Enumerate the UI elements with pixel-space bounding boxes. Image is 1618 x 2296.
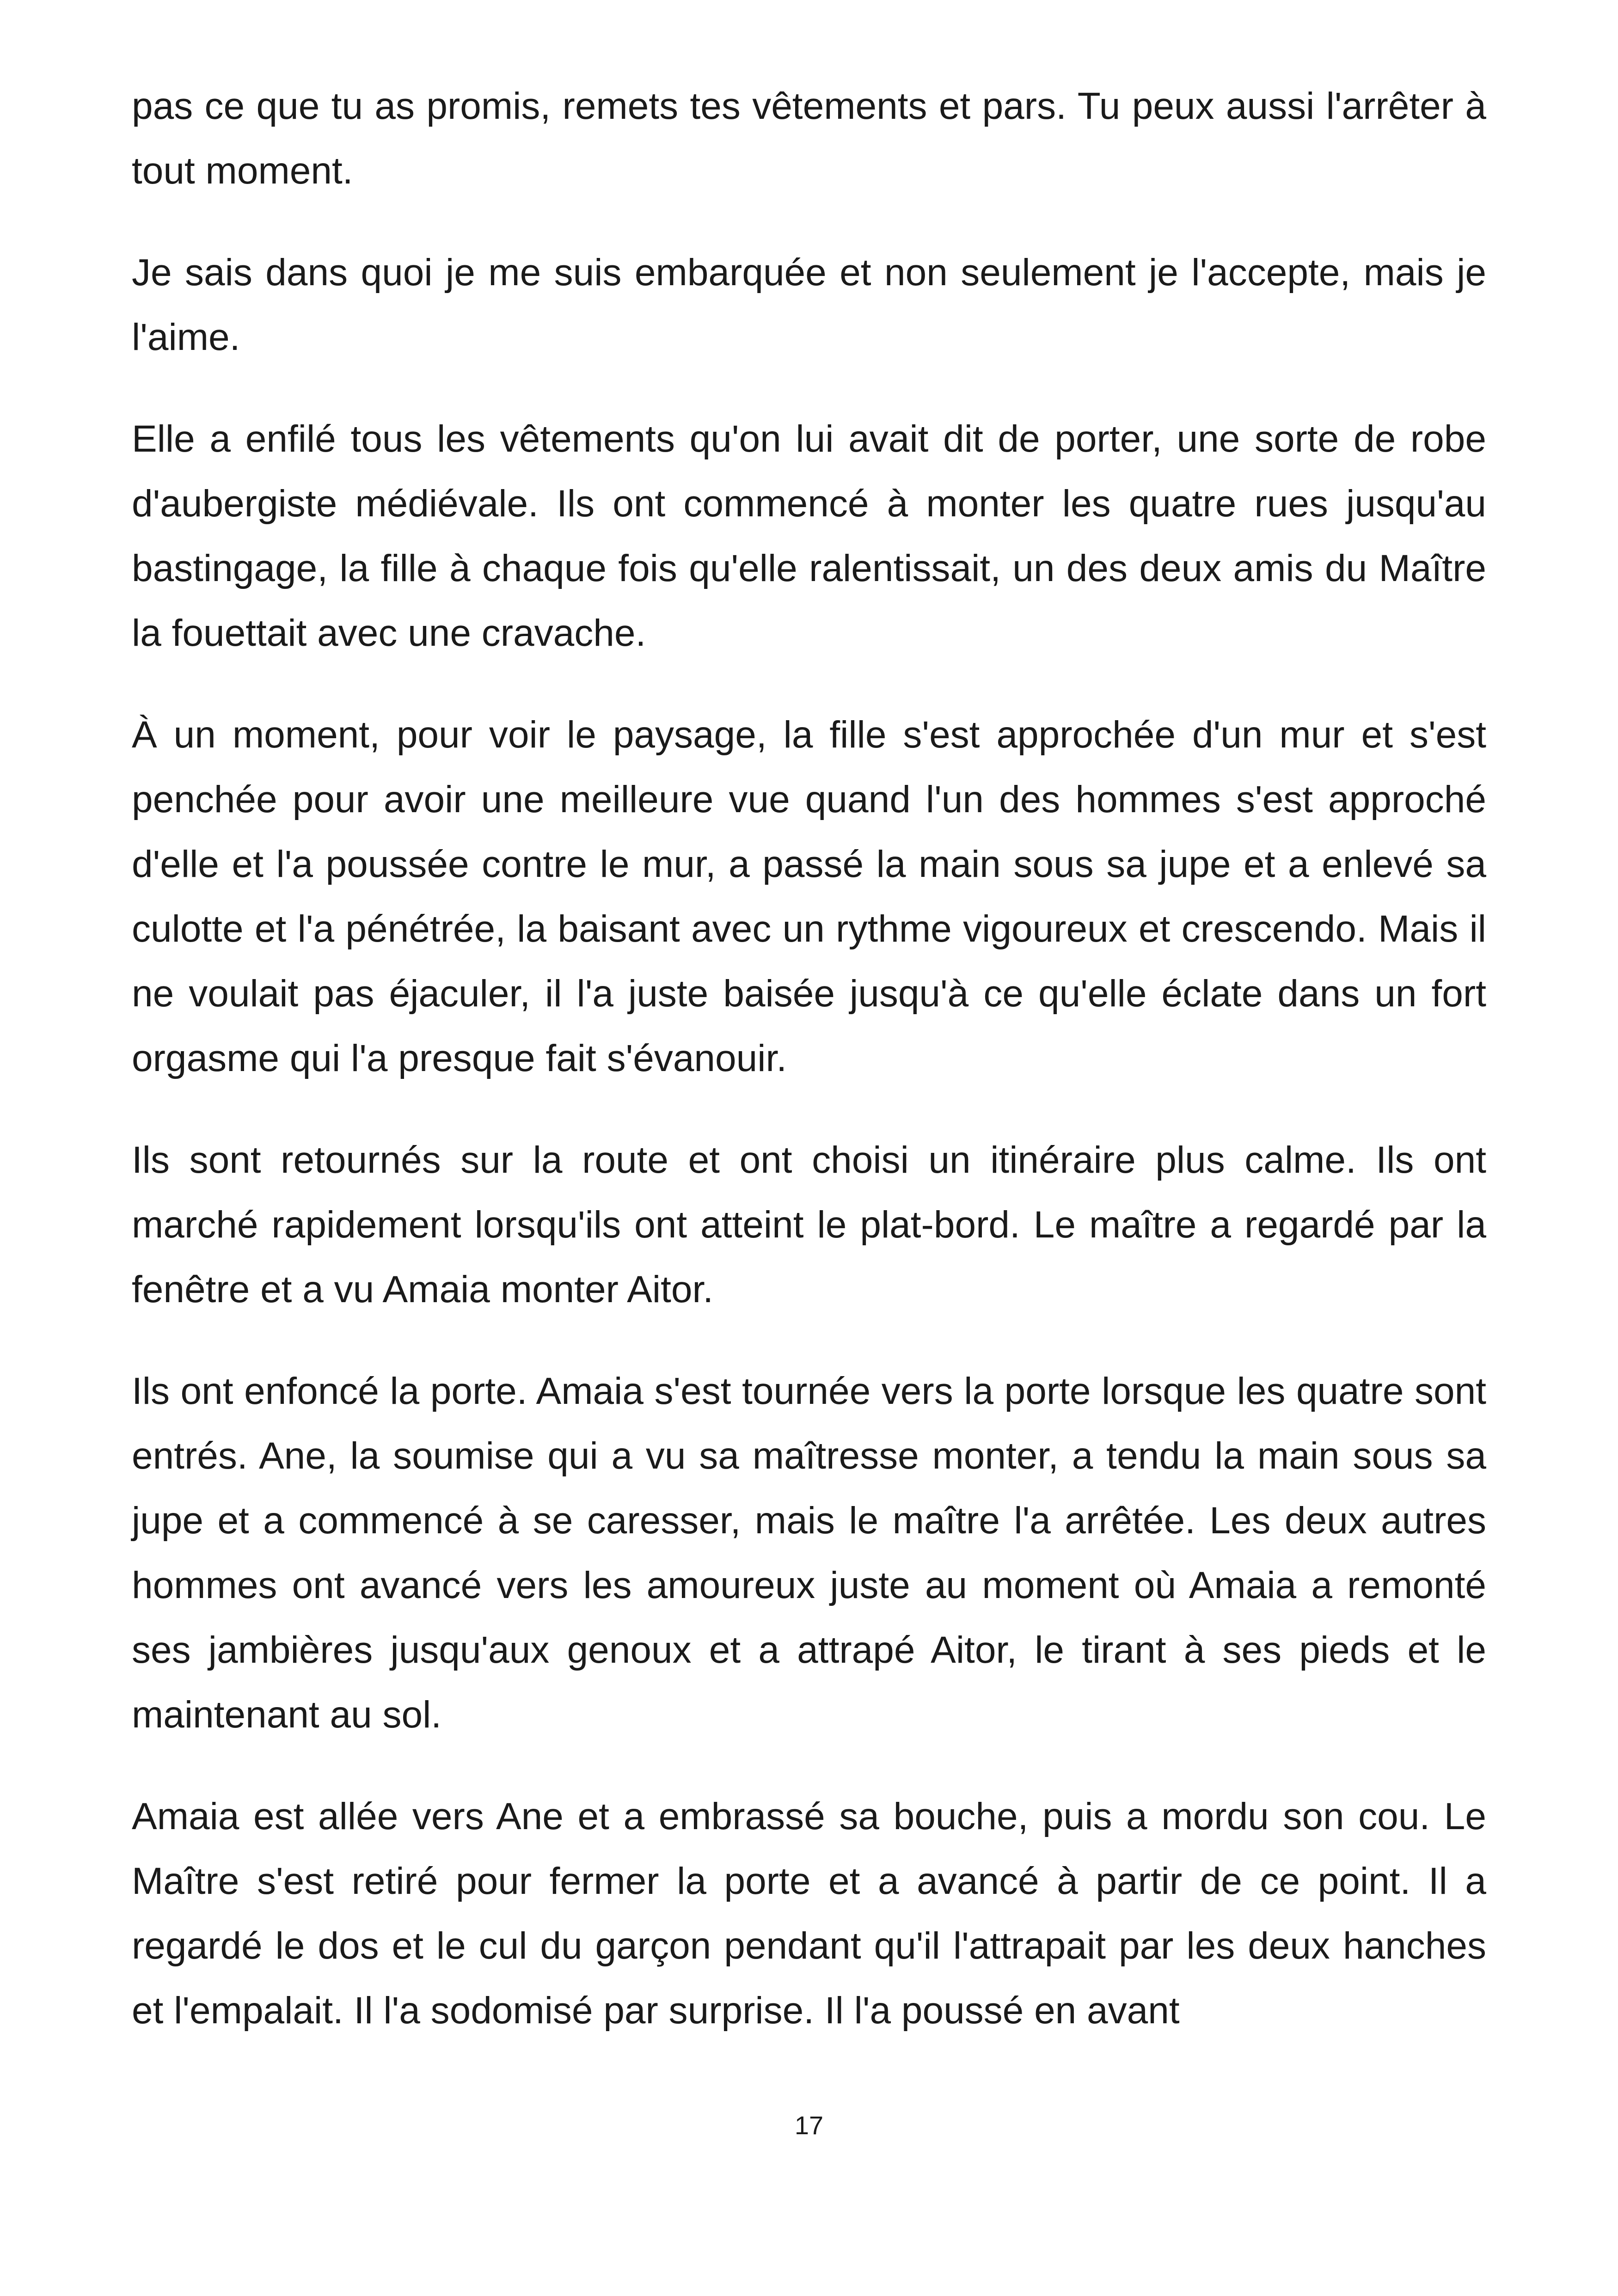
paragraph-3: Elle a enfilé tous les vêtements qu'on lui avait dit de porter, une sorte de robe d'aubergiste médiévale. Ils ont commencé à monter les quatre rues jusqu'au bastingage, la fille à chaque fois qu'elle ralentissait, un des deux amis du Maître la fouettait avec une cravache. — [132, 418, 1486, 654]
paragraph-6: Ils ont enfoncé la porte. Amaia s'est tournée vers la porte lorsque les quatre sont entrés. Ane, la soumise qui a vu sa maîtresse monter, a tendu la main sous sa jupe et a commencé à se caresser, mais le maître l'a arrêtée. Les deux autres hommes ont avancé vers les amoureux juste au moment où Amaia a remonté ses jambières jusqu'aux genoux et a attrapé Aitor, le tirant à ses pieds et le maintenant au sol. — [132, 1370, 1486, 1736]
paragraph-7: Amaia est allée vers Ane et a embrassé sa bouche, puis a mordu son cou. Le Maître s'est retiré pour fermer la porte et a avancé à partir de ce point. Il a regardé le dos et le cul du garçon pendant qu'il l'attrapait par les deux hanches et l'empalait. Il l'a sodomisé par surprise. Il l'a poussé en avant — [132, 1795, 1486, 2032]
body-text — [132, 74, 1486, 2043]
paragraph-5: Ils sont retournés sur la route et ont choisi un itinéraire plus calme. Ils ont marché rapidement lorsqu'ils ont atteint le plat-bord. Le maître a regardé par la fenêtre et a vu Amaia monter Aitor. — [132, 1139, 1486, 1310]
page-number: 17 — [794, 2111, 824, 2140]
paragraph-4: À un moment, pour voir le paysage, la fille s'est approchée d'un mur et s'est penchée pour avoir une meilleure vue quand l'un des hommes s'est approché d'elle et l'a poussée contre le mur, a passé la main sous sa jupe et a enlevé sa culotte et l'a pénétrée, la baisant avec un rythme vigoureux et crescendo. Mais il ne voulait pas éjaculer, il l'a juste baisée jusqu'à ce qu'elle éclate dans un fort orgasme qui l'a presque fait s'évanouir. — [132, 714, 1486, 1079]
paragraph-2: Je sais dans quoi je me suis embarquée et non seulement je l'accepte, mais je l'aime. — [132, 251, 1486, 358]
paragraph-1: pas ce que tu as promis, remets tes vêtements et pars. Tu peux aussi l'arrêter à tout moment. — [132, 85, 1486, 192]
